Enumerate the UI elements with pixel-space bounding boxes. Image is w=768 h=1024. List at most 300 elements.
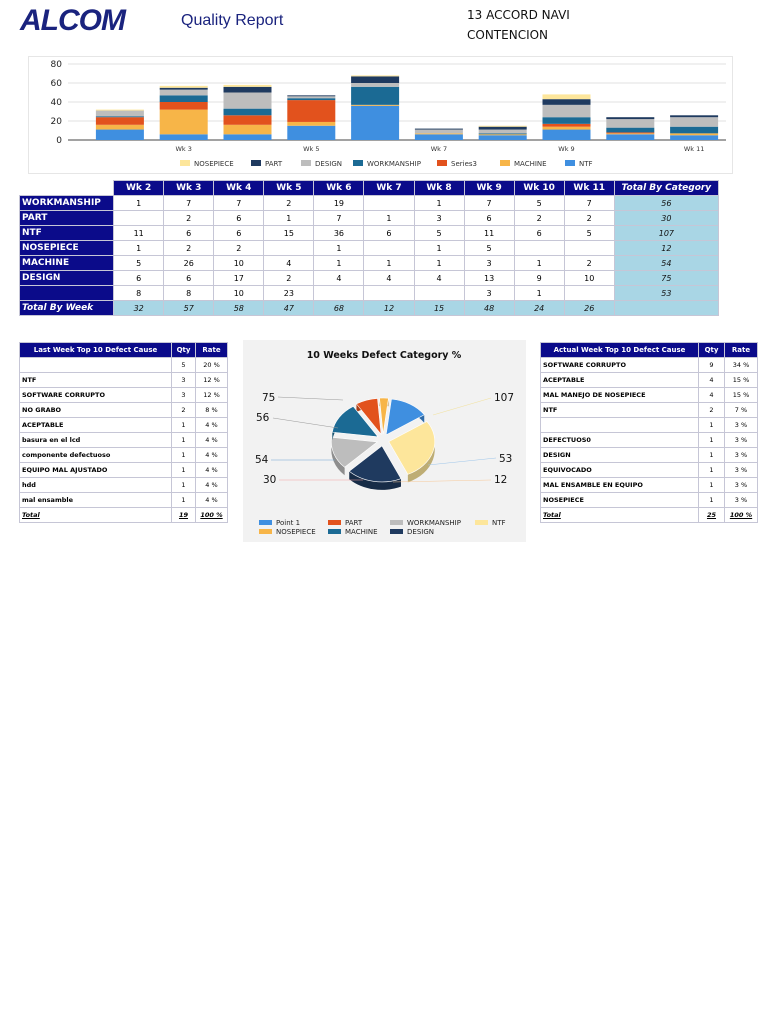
pie-leader-line	[428, 458, 496, 465]
defect-qty: 3	[172, 373, 196, 388]
defect-rate: 3 %	[725, 463, 758, 478]
last-week-defect-table	[19, 342, 228, 523]
pie-chart-panel	[243, 340, 526, 542]
defect-rate: 34 %	[725, 358, 758, 373]
table-cell: 1	[114, 196, 164, 211]
legend-swatch	[251, 160, 261, 166]
y-tick-label: 20	[50, 117, 62, 127]
weekly-defect-table	[19, 180, 719, 316]
pie-legend-label: WORKMANSHIP	[407, 519, 461, 527]
defect-rate: 3 %	[725, 478, 758, 493]
table-cell: 5	[464, 241, 514, 256]
actual-week-header-qty: Qty	[699, 343, 725, 358]
table-row	[20, 286, 719, 301]
pie-value-label: 56	[256, 412, 270, 424]
bar-segment	[96, 111, 144, 117]
bar-segment	[96, 130, 144, 140]
list-item	[541, 403, 758, 418]
list-item	[541, 433, 758, 448]
week-header: Wk 9	[464, 181, 514, 196]
bar-segment	[415, 130, 463, 134]
legend-swatch	[180, 160, 190, 166]
pie-value-label: 54	[255, 454, 269, 466]
defect-rate: 4 %	[196, 478, 228, 493]
defect-qty: 1	[172, 493, 196, 508]
table-cell: 4	[414, 271, 464, 286]
defect-cause: ACEPTABLE	[20, 418, 172, 433]
table-row	[20, 226, 719, 241]
table-cell: 1	[264, 211, 314, 226]
week-total: 47	[264, 301, 314, 316]
table-cell	[314, 286, 364, 301]
table-cell: 1	[314, 241, 364, 256]
total-row	[541, 508, 758, 523]
list-item	[20, 403, 228, 418]
week-header: Wk 4	[214, 181, 264, 196]
week-total: 57	[164, 301, 214, 316]
week-total: 32	[114, 301, 164, 316]
company-logo: ALCOM	[20, 4, 125, 37]
bar-segment	[160, 110, 208, 135]
bar-segment	[160, 95, 208, 102]
table-cell: 6	[214, 211, 264, 226]
defect-qty: 2	[699, 403, 725, 418]
list-item	[20, 358, 228, 373]
table-cell: 7	[214, 196, 264, 211]
defect-cause: SOFTWARE CORRUPTO	[20, 388, 172, 403]
bar-segment	[287, 122, 335, 126]
total-by-week-label: Total By Week	[20, 301, 114, 316]
defect-rate: 15 %	[725, 388, 758, 403]
table-cell: 2	[564, 211, 614, 226]
total-rate: 100 %	[725, 508, 758, 523]
category-total: 12	[614, 241, 718, 256]
week-header: Wk 2	[114, 181, 164, 196]
defect-rate: 7 %	[725, 403, 758, 418]
list-item	[20, 448, 228, 463]
bar-segment	[224, 134, 272, 140]
table-cell: 3	[414, 211, 464, 226]
week-total: 58	[214, 301, 264, 316]
bar-segment	[160, 134, 208, 140]
bar-segment	[160, 86, 208, 88]
table-cell: 6	[214, 226, 264, 241]
legend-swatch	[565, 160, 575, 166]
table-cell: 6	[164, 226, 214, 241]
bar-segment	[224, 87, 272, 93]
defect-cause: basura en el lcd	[20, 433, 172, 448]
week-total: 12	[364, 301, 414, 316]
table-cell	[564, 241, 614, 256]
bar-segment	[670, 115, 718, 117]
table-cell	[114, 211, 164, 226]
legend-swatch	[500, 160, 510, 166]
list-item	[541, 478, 758, 493]
defect-rate: 3 %	[725, 418, 758, 433]
defect-qty: 1	[172, 478, 196, 493]
bar-segment	[670, 135, 718, 140]
bar-segment	[606, 134, 654, 140]
weekly-defect-bar-chart	[28, 56, 733, 176]
table-cell: 7	[164, 196, 214, 211]
bar-segment	[415, 133, 463, 134]
bar-segment	[479, 130, 527, 134]
table-cell: 4	[264, 256, 314, 271]
category-total: 107	[614, 226, 718, 241]
table-cell: 11	[464, 226, 514, 241]
bar-segment	[287, 95, 335, 96]
week-header: Wk 6	[314, 181, 364, 196]
defect-cause	[20, 358, 172, 373]
bar-segment	[287, 100, 335, 122]
pie-legend-swatch	[475, 520, 488, 525]
defect-cause: NOSEPIECE	[541, 493, 699, 508]
category-label: MACHINE	[20, 256, 114, 271]
table-cell: 7	[464, 196, 514, 211]
category-total: 54	[614, 256, 718, 271]
total-by-category-header: Total By Category	[614, 181, 718, 196]
list-item	[20, 373, 228, 388]
defect-rate: 20 %	[196, 358, 228, 373]
defect-rate: 12 %	[196, 388, 228, 403]
bar-segment	[606, 128, 654, 133]
table-cell: 1	[414, 256, 464, 271]
category-label	[20, 286, 114, 301]
list-item	[541, 418, 758, 433]
list-item	[20, 388, 228, 403]
bar-segment	[160, 90, 208, 96]
pie-leader-line	[273, 418, 338, 428]
category-total: 53	[614, 286, 718, 301]
legend-label: NOSEPIECE	[194, 160, 234, 168]
pie-legend-swatch	[328, 529, 341, 534]
week-header: Wk 3	[164, 181, 214, 196]
list-item	[541, 358, 758, 373]
table-cell: 23	[264, 286, 314, 301]
table-cell: 1	[364, 211, 414, 226]
bar-segment	[415, 134, 463, 140]
defect-qty: 1	[699, 478, 725, 493]
pie-legend-swatch	[328, 520, 341, 525]
table-cell	[364, 286, 414, 301]
actual-week-header-cause: Actual Week Top 10 Defect Cause	[541, 343, 699, 358]
bar-segment	[160, 88, 208, 90]
week-header: Wk 7	[364, 181, 414, 196]
defect-cause: DESIGN	[541, 448, 699, 463]
total-row	[20, 508, 228, 523]
legend-swatch	[301, 160, 311, 166]
last-week-header-rate: Rate	[196, 343, 228, 358]
table-cell: 1	[414, 196, 464, 211]
table-cell: 2	[264, 271, 314, 286]
pie-value-label: 107	[494, 392, 515, 404]
x-tick-label: Wk 7	[430, 145, 448, 153]
bar-segment	[670, 117, 718, 127]
total-rate: 100 %	[196, 508, 228, 523]
week-total: 48	[464, 301, 514, 316]
bar-segment	[479, 126, 527, 127]
legend-label: DESIGN	[315, 160, 342, 168]
table-row	[20, 196, 719, 211]
category-label: PART	[20, 211, 114, 226]
bar-segment	[543, 124, 591, 127]
week-total: 24	[514, 301, 564, 316]
table-cell: 8	[114, 286, 164, 301]
project-subtitle: CONTENCION	[467, 28, 549, 42]
table-cell: 15	[264, 226, 314, 241]
defect-qty: 4	[699, 373, 725, 388]
category-total: 75	[614, 271, 718, 286]
defect-qty: 1	[172, 448, 196, 463]
bar-segment	[96, 125, 144, 130]
defect-rate: 4 %	[196, 493, 228, 508]
list-item	[541, 493, 758, 508]
defect-qty: 1	[699, 418, 725, 433]
table-cell	[264, 241, 314, 256]
list-item	[541, 373, 758, 388]
total-by-week-row	[20, 301, 719, 316]
defect-rate: 4 %	[196, 418, 228, 433]
bar-segment	[96, 116, 144, 117]
pie-legend-label: DESIGN	[407, 528, 434, 536]
total-label: Total	[20, 508, 172, 523]
table-cell: 17	[214, 271, 264, 286]
defect-qty: 1	[699, 433, 725, 448]
table-cell: 2	[264, 196, 314, 211]
table-cell: 5	[514, 196, 564, 211]
defect-qty: 2	[172, 403, 196, 418]
bar-segment	[479, 133, 527, 134]
week-total: 15	[414, 301, 464, 316]
defect-cause: EQUIVOCADO	[541, 463, 699, 478]
table-cell: 6	[464, 211, 514, 226]
week-header: Wk 5	[264, 181, 314, 196]
defect-cause: NTF	[20, 373, 172, 388]
bar-segment	[160, 102, 208, 110]
table-cell	[414, 286, 464, 301]
pie-legend-swatch	[259, 529, 272, 534]
list-item	[20, 418, 228, 433]
defect-qty: 4	[699, 388, 725, 403]
defect-qty: 1	[699, 448, 725, 463]
x-tick-label: Wk 11	[683, 145, 705, 153]
bar-segment	[415, 129, 463, 130]
bar-segment	[351, 105, 399, 106]
y-tick-label: 0	[56, 136, 62, 146]
x-tick-label: Wk 5	[303, 145, 320, 153]
list-item	[541, 448, 758, 463]
bar-segment	[96, 117, 144, 125]
list-item	[20, 493, 228, 508]
pie-leader-line	[393, 480, 491, 482]
legend-swatch	[353, 160, 363, 166]
defect-rate: 3 %	[725, 433, 758, 448]
bar-segment	[351, 106, 399, 140]
week-total: 68	[314, 301, 364, 316]
legend-label: NTF	[579, 160, 593, 168]
defect-qty: 1	[172, 463, 196, 478]
table-cell: 1	[364, 256, 414, 271]
defect-cause: NTF	[541, 403, 699, 418]
table-cell	[514, 241, 564, 256]
defect-qty: 1	[699, 463, 725, 478]
table-cell: 6	[164, 271, 214, 286]
table-cell: 6	[114, 271, 164, 286]
defect-cause: componente defectuoso	[20, 448, 172, 463]
pie-value-label: 30	[263, 474, 277, 486]
table-cell: 1	[314, 256, 364, 271]
bar-segment	[670, 127, 718, 134]
pie-value-label: 53	[499, 453, 513, 465]
bar-segment	[96, 110, 144, 111]
category-label: DESIGN	[20, 271, 114, 286]
pie-value-label: 75	[262, 392, 276, 404]
bar-segment	[224, 125, 272, 135]
table-cell: 1	[514, 286, 564, 301]
defect-cause: SOFTWARE CORRUPTO	[541, 358, 699, 373]
defect-cause: MAL MANEJO DE NOSEPIECE	[541, 388, 699, 403]
week-header: Wk 8	[414, 181, 464, 196]
defect-cause	[541, 418, 699, 433]
table-cell: 2	[164, 241, 214, 256]
bar-segment	[606, 119, 654, 128]
legend-swatch	[437, 160, 447, 166]
pie-legend-swatch	[390, 520, 403, 525]
table-cell: 5	[414, 226, 464, 241]
pie-legend-label: MACHINE	[345, 528, 378, 536]
defect-rate: 3 %	[725, 448, 758, 463]
bar-segment	[543, 99, 591, 105]
list-item	[541, 388, 758, 403]
legend-label: PART	[265, 160, 283, 168]
defect-cause: ACEPTABLE	[541, 373, 699, 388]
bar-segment	[224, 85, 272, 87]
table-cell: 10	[214, 286, 264, 301]
bar-segment	[351, 76, 399, 83]
table-row	[20, 211, 719, 226]
table-cell: 3	[464, 256, 514, 271]
x-tick-label: Wk 9	[558, 145, 575, 153]
bar-segment	[479, 134, 527, 135]
total-qty: 25	[699, 508, 725, 523]
defect-qty: 1	[172, 433, 196, 448]
bar-segment	[606, 133, 654, 134]
table-cell: 7	[314, 211, 364, 226]
defect-rate: 3 %	[725, 493, 758, 508]
total-qty: 19	[172, 508, 196, 523]
bar-segment	[606, 132, 654, 133]
table-cell: 11	[114, 226, 164, 241]
category-total: 30	[614, 211, 718, 226]
y-tick-label: 60	[50, 79, 62, 89]
pie-legend-label: NOSEPIECE	[276, 528, 316, 536]
category-label: NTF	[20, 226, 114, 241]
table-row	[20, 256, 719, 271]
pie-title: 10 Weeks Defect Category %	[306, 350, 462, 361]
list-item	[20, 433, 228, 448]
table-cell: 9	[514, 271, 564, 286]
bar-segment	[224, 115, 272, 125]
week-header: Wk 11	[564, 181, 614, 196]
total-label: Total	[541, 508, 699, 523]
last-week-header-cause: Last Week Top 10 Defect Cause	[20, 343, 172, 358]
bar-segment	[479, 135, 527, 140]
table-cell: 10	[564, 271, 614, 286]
legend-label: MACHINE	[514, 160, 547, 168]
last-week-header-qty: Qty	[172, 343, 196, 358]
table-cell: 1	[514, 256, 564, 271]
category-total: 56	[614, 196, 718, 211]
bar-segment	[351, 75, 399, 76]
defect-rate: 4 %	[196, 433, 228, 448]
actual-week-header-rate: Rate	[725, 343, 758, 358]
table-cell: 36	[314, 226, 364, 241]
table-cell: 5	[114, 256, 164, 271]
bar-segment	[287, 98, 335, 100]
defect-cause: mal ensamble	[20, 493, 172, 508]
defect-qty: 1	[172, 418, 196, 433]
defect-rate: 4 %	[196, 448, 228, 463]
table-cell: 26	[164, 256, 214, 271]
bar-segment	[287, 126, 335, 140]
pie-legend-label: NTF	[492, 519, 506, 527]
table-cell: 3	[464, 286, 514, 301]
bar-segment	[543, 117, 591, 124]
x-tick-label: Wk 3	[175, 145, 192, 153]
category-label: WORKMANSHIP	[20, 196, 114, 211]
list-item	[20, 463, 228, 478]
table-cell	[364, 241, 414, 256]
defect-qty: 3	[172, 388, 196, 403]
pie-leader-line	[433, 398, 491, 415]
table-cell: 1	[114, 241, 164, 256]
table-cell: 10	[214, 256, 264, 271]
table-cell: 4	[364, 271, 414, 286]
table-cell: 2	[164, 211, 214, 226]
table-cell: 6	[514, 226, 564, 241]
defect-rate: 4 %	[196, 463, 228, 478]
list-item	[541, 463, 758, 478]
bar-segment	[543, 105, 591, 117]
defect-rate: 12 %	[196, 373, 228, 388]
table-cell: 8	[164, 286, 214, 301]
defect-cause: NO GRABO	[20, 403, 172, 418]
bar-segment	[224, 93, 272, 109]
table-cell: 5	[564, 226, 614, 241]
week-total: 26	[564, 301, 614, 316]
pie-leader-line	[278, 397, 343, 400]
bar-segment	[224, 109, 272, 116]
y-tick-label: 40	[50, 98, 62, 108]
defect-cause: EQUIPO MAL AJUSTADO	[20, 463, 172, 478]
defect-qty: 5	[172, 358, 196, 373]
table-cell	[564, 286, 614, 301]
bar-segment	[351, 83, 399, 87]
defect-category-pie-chart	[243, 340, 526, 542]
table-cell: 13	[464, 271, 514, 286]
bar-segment	[670, 133, 718, 135]
table-row	[20, 241, 719, 256]
pie-legend-label: PART	[345, 519, 363, 527]
bar-segment	[287, 96, 335, 98]
actual-week-defect-table	[540, 342, 758, 523]
list-item	[20, 478, 228, 493]
defect-cause: hdd	[20, 478, 172, 493]
table-row	[20, 271, 719, 286]
pie-legend-swatch	[259, 520, 272, 525]
defect-rate: 15 %	[725, 373, 758, 388]
bar-segment	[543, 94, 591, 99]
